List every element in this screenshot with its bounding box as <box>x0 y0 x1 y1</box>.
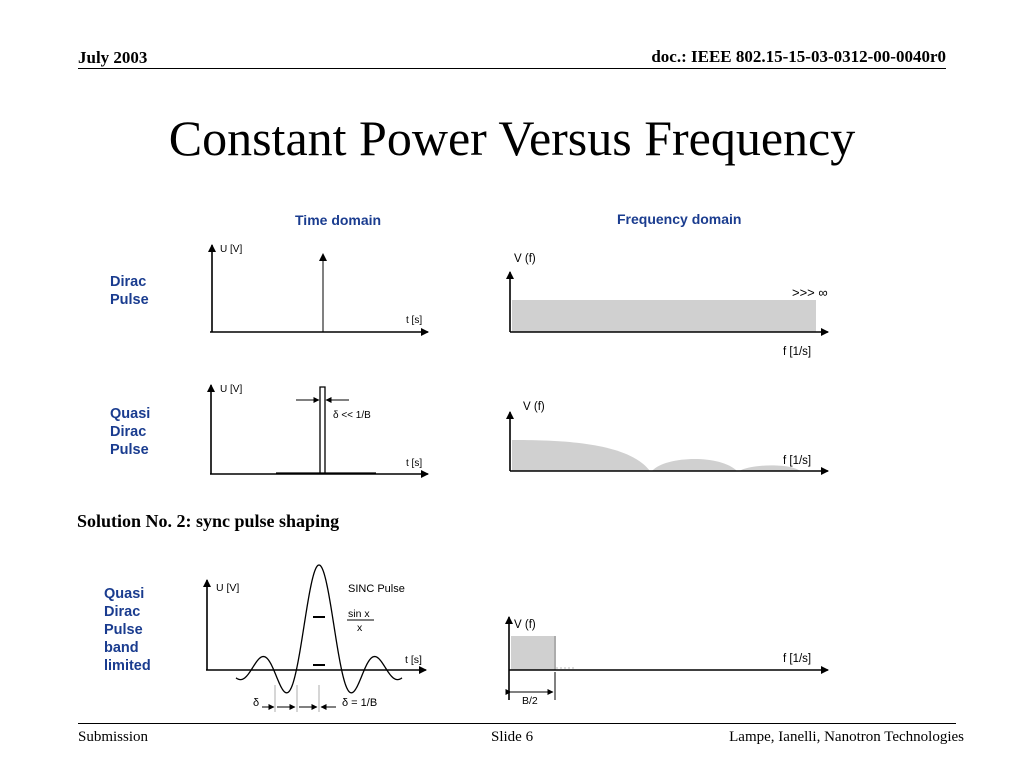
b-half-label: B/2 <box>522 695 538 707</box>
footer-slide-number: Slide 6 <box>491 729 534 745</box>
dirac-frequency-plot <box>510 253 828 358</box>
v-axis-label: V (f) <box>523 401 545 413</box>
row-label-line: Dirac <box>110 424 147 440</box>
delta-equals-label: δ = 1/B <box>342 697 378 709</box>
row-label-line: Dirac <box>104 604 141 620</box>
footer-submission: Submission <box>78 729 149 745</box>
t-axis-label: t [s] <box>406 315 423 326</box>
u-axis-label: U [V] <box>220 244 243 255</box>
delta-condition-label: δ << 1/B <box>333 410 371 421</box>
quasi-dirac-time-plot <box>210 384 428 474</box>
quasi-dirac-frequency-plot <box>510 401 828 471</box>
sinc-lobe-main <box>512 440 650 471</box>
u-axis-label: U [V] <box>216 582 240 594</box>
u-axis-label: U [V] <box>220 384 243 395</box>
narrow-pulse <box>320 387 325 474</box>
row-label-line: Pulse <box>110 292 149 308</box>
sinc-lobe-side-1 <box>652 459 737 471</box>
bandlimited-frequency-plot <box>509 617 828 707</box>
row-label-line: limited <box>104 658 151 674</box>
band-limited-spectrum <box>511 636 556 670</box>
t-axis-label: t [s] <box>405 654 422 666</box>
row-label-line: band <box>104 640 139 656</box>
footer-authors: Lampe, Ianelli, Nanotron Technologies <box>729 729 964 745</box>
v-axis-label: V (f) <box>514 253 536 265</box>
f-axis-label: f [1/s] <box>783 455 812 467</box>
sinc-time-plot <box>206 565 426 712</box>
f-axis-label: f [1/s] <box>783 346 812 358</box>
time-domain-heading: Time domain <box>295 212 382 228</box>
delta-label: δ <box>253 697 260 709</box>
row-label-line: Quasi <box>104 586 145 602</box>
t-axis-label: t [s] <box>406 458 423 469</box>
row-label-line: Pulse <box>104 622 143 638</box>
flat-spectrum <box>512 300 816 332</box>
infinity-label: >>> ∞ <box>792 285 828 300</box>
dirac-time-plot <box>210 244 428 332</box>
slide-title: Constant Power Versus Frequency <box>168 110 856 166</box>
frequency-domain-heading: Frequency domain <box>617 211 742 227</box>
row-label-line: Quasi <box>110 406 151 422</box>
solution-heading: Solution No. 2: sync pulse shaping <box>77 511 340 531</box>
footer-divider <box>78 723 956 724</box>
row-label-line: Dirac <box>110 274 147 290</box>
f-axis-label: f [1/s] <box>783 653 812 665</box>
sinc-numerator: sin x <box>348 608 370 620</box>
sinc-denominator: x <box>357 622 363 634</box>
sinc-title-label: SINC Pulse <box>348 583 405 595</box>
header-date: July 2003 <box>78 48 148 67</box>
v-axis-label: V (f) <box>514 619 536 631</box>
row-label-line: Pulse <box>110 442 149 458</box>
header-doc-id: doc.: IEEE 802.15-15-03-0312-00-0040r0 <box>651 47 946 66</box>
